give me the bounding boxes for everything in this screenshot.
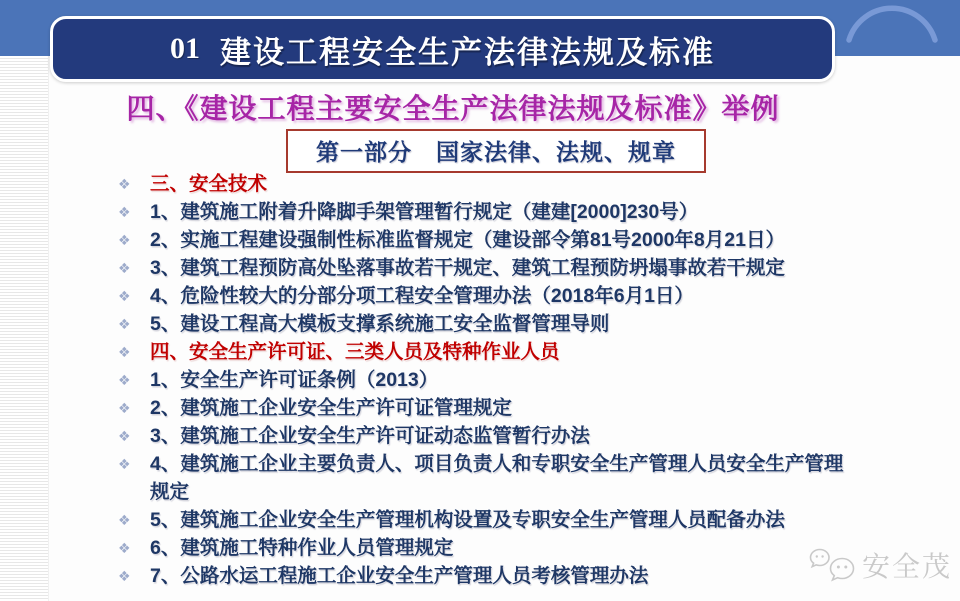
list-item-text: 3、建筑施工企业安全生产许可证动态监管暂行办法 — [150, 425, 590, 447]
diamond-bullet-icon: ❖ — [118, 568, 131, 584]
chapter-title: 建设工程安全生产法律法规及标准 — [220, 34, 715, 70]
diamond-bullet-icon: ❖ — [118, 288, 131, 304]
list-item — [118, 226, 950, 254]
list-item — [118, 310, 950, 338]
section-title: 四、《建设工程主要安全生产法律法规及标准》举例 — [126, 93, 780, 124]
list-item — [118, 506, 950, 534]
arc-decoration-icon — [842, 0, 942, 56]
watermark — [809, 545, 952, 585]
left-stripe-decoration — [0, 56, 49, 601]
law-list — [118, 170, 950, 590]
list-item-text: 5、建设工程高大模板支撑系统施工安全监督管理导则 — [150, 313, 610, 335]
diamond-bullet-icon: ❖ — [118, 204, 131, 220]
diamond-bullet-icon: ❖ — [118, 512, 131, 528]
diamond-bullet-icon: ❖ — [118, 400, 131, 416]
list-item-text: 1、建筑施工附着升降脚手架管理暂行规定（建建[2000]230号） — [150, 201, 699, 223]
list-item — [118, 366, 950, 394]
part-label: 第一部分 国家法律、法规、规章 — [286, 129, 706, 173]
list-section-header — [118, 338, 950, 366]
list-item-text: 2、建筑施工企业安全生产许可证管理规定 — [150, 397, 512, 419]
list-item-text: 四、安全生产许可证、三类人员及特种作业人员 — [150, 341, 560, 363]
watermark-label: 安全茂 — [861, 551, 952, 582]
diamond-bullet-icon: ❖ — [118, 456, 131, 472]
list-item-text: 1、安全生产许可证条例（2013） — [150, 369, 439, 391]
diamond-bullet-icon: ❖ — [118, 176, 131, 192]
list-item — [118, 394, 950, 422]
list-item — [118, 198, 950, 226]
part-box-container — [48, 129, 944, 173]
list-item — [118, 450, 950, 506]
diamond-bullet-icon: ❖ — [118, 316, 131, 332]
list-item-text: 7、公路水运工程施工企业安全生产管理人员考核管理办法 — [150, 565, 649, 587]
list-item — [118, 254, 950, 282]
diamond-bullet-icon: ❖ — [118, 344, 131, 360]
diamond-bullet-icon: ❖ — [118, 260, 131, 276]
list-item-text: 4、建筑施工企业主要负责人、项目负责人和专职安全生产管理人员安全生产管理规定 — [150, 453, 844, 503]
list-item-text: 三、安全技术 — [150, 173, 268, 195]
diamond-bullet-icon: ❖ — [118, 372, 131, 388]
chapter-number: 01 — [170, 32, 200, 65]
diamond-bullet-icon: ❖ — [118, 428, 131, 444]
wechat-icon — [809, 547, 855, 584]
slide-header — [50, 16, 835, 82]
list-item-text: 5、建筑施工企业安全生产管理机构设置及专职安全生产管理人员配备办法 — [150, 509, 785, 531]
list-item-text: 2、实施工程建设强制性标准监督规定（建设部令第81号2000年8月21日） — [150, 229, 785, 251]
diamond-bullet-icon: ❖ — [118, 540, 131, 556]
diamond-bullet-icon: ❖ — [118, 232, 131, 248]
list-item-text: 4、危险性较大的分部分项工程安全管理办法（2018年6月1日） — [150, 285, 694, 307]
list-item — [118, 422, 950, 450]
list-item-text: 3、建筑工程预防高处坠落事故若干规定、建筑工程预防坍塌事故若干规定 — [150, 257, 785, 279]
list-item — [118, 282, 950, 310]
list-item-text: 6、建筑施工特种作业人员管理规定 — [150, 537, 454, 559]
list-section-header — [118, 170, 950, 198]
